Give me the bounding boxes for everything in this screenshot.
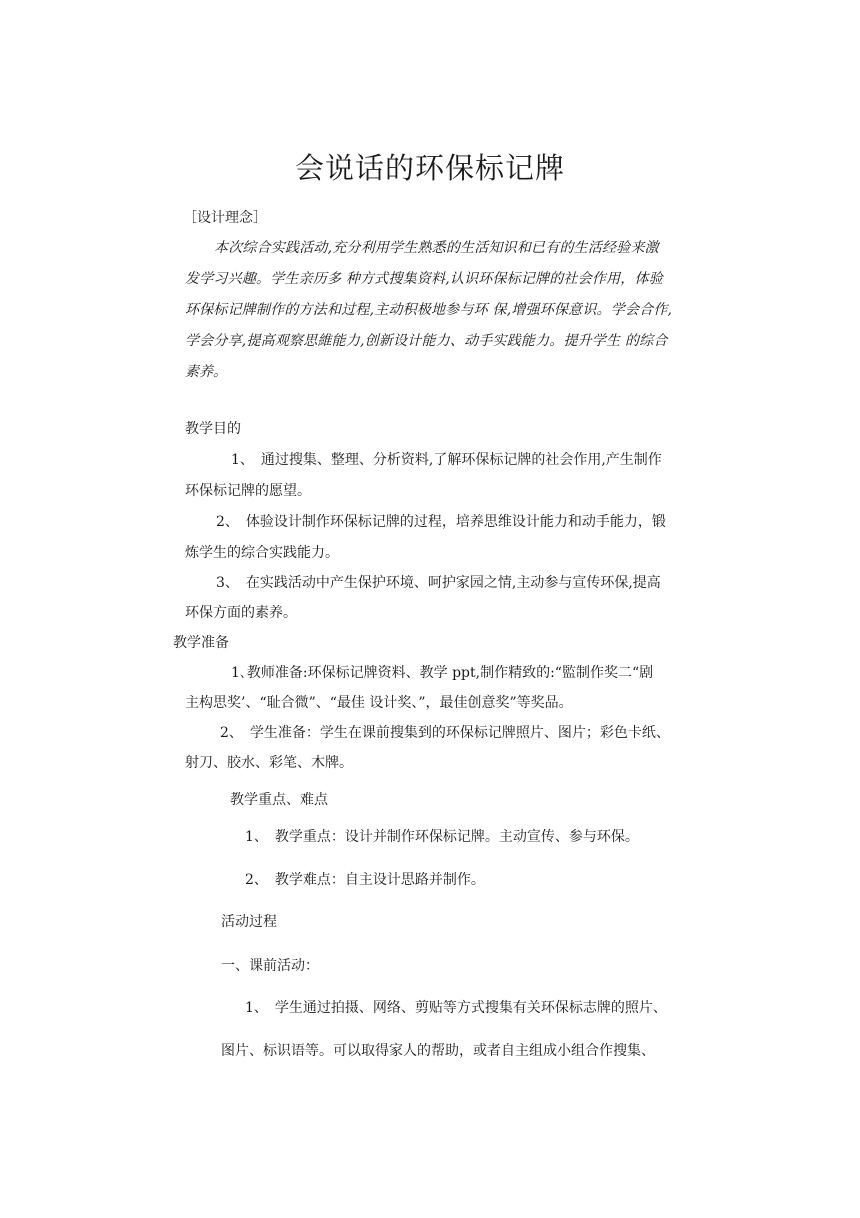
prep-2-line-2: 射刀、胶水、彩笔、木牌。 [185, 755, 353, 771]
goals-heading: 教学目的 [185, 421, 241, 437]
keypoints-heading: 教学重点、难点 [230, 792, 328, 808]
goal-2-line-2: 炼学生的综合实践能力。 [185, 545, 339, 561]
process-item-1-line-1: 1、 学生通过拍摄、网络、剪贴等方式搜集有关环保标志牌的照片、 [245, 1000, 667, 1016]
process-item-1-line-2: 图片、标识语等。可以取得家人的帮助，或者自主组成小组合作搜集、 [221, 1043, 655, 1059]
design-line-4: 学会分享,提高观察思維能力,创新设计能力、动手实践能力。提升学生 的综合 [185, 333, 668, 349]
goal-1-line-2: 环保标记牌的愿望。 [185, 483, 311, 499]
design-line-5: 素养。 [185, 364, 227, 380]
design-line-2: 发学习兴趣。学生亲历多 种方式搜集资料,认识环保标记牌的社会作用，体验 [185, 271, 663, 287]
design-line-3: 环保标记牌制作的方法和过程,主动积极地参与环 保,增强环保意识。学会合作, [185, 302, 673, 318]
goal-1-line-1: 1、 通过搜集、整理、分析资料,了解环保标记牌的社会作用,产生制作 [231, 452, 662, 468]
document-title: 会说话的环保标记牌 [294, 151, 565, 185]
keypoint-2: 2、 教学难点：自主设计思路并制作。 [245, 872, 485, 888]
prep-1-line-2: 主构思奖’、“耻合微”、“最佳 设计奖、”，最佳创意奖”等奖品。 [185, 695, 573, 711]
goal-3-line-1: 3、 在实践活动中产生保护环境、呵护家园之情,主动参与宣传环保,提高 [216, 575, 661, 591]
process-heading: 活动过程 [221, 914, 277, 930]
prep-1-line-1: 1､教师准备:环保标记牌资料、教学 ppt,制作精致的:“監制作奖二“剧 [231, 665, 654, 681]
design-line-1: 本次综合实践活动,充分利用学生熟悉的生活知识和已有的生活经验来激 [214, 240, 659, 256]
goal-2-line-1: 2、 体验设计制作环保标记牌的过程，培养思维设计能力和动手能力，锻 [216, 514, 666, 530]
design-heading: ［设计理念］ [183, 210, 267, 226]
keypoint-1: 1、 教学重点：设计并制作环保标记牌。主动宣传、参与环保。 [245, 829, 639, 845]
process-subheading: 一、课前活动： [221, 958, 319, 974]
prep-2-line-1: 2、 学生准备：学生在课前搜集到的环保标记牌照片、图片；彩色卡纸、 [220, 725, 670, 741]
prep-heading: 教学准备 [173, 635, 229, 651]
goal-3-line-2: 环保方面的素养。 [185, 605, 297, 621]
